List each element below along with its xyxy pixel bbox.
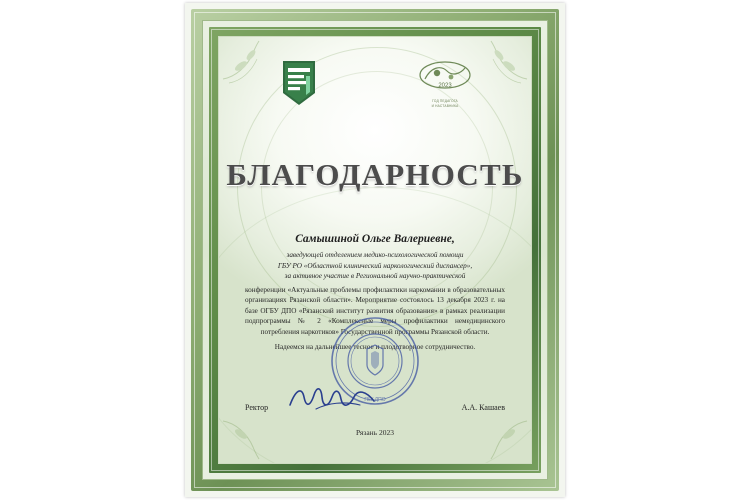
- year-of-teacher-emblem: [411, 59, 479, 108]
- recipient-position: заведующей отделением медико-психологической помощи: [286, 251, 464, 259]
- riro-logo-icon: [279, 59, 319, 107]
- handwritten-signature-icon: [286, 383, 382, 413]
- recipient-name: Самышиной Ольге Валериевне,: [295, 233, 455, 245]
- event-description: конференции «Актуальные проблемы профилактики наркомании в образовательных организациях Рязанской области». Мероприятие состоялось 13 декабря 2023 г. на базе ОГБУ ДПО «Рязанский институт развития образования» в рамках реализации подпрограммы № 2 «Комплексные меры профилактики немедицинского потребления наркотиков» Государственной программы Рязанской области.: [245, 285, 505, 336]
- svg-text:2023: 2023: [438, 83, 452, 89]
- certificate-paper: [218, 36, 532, 464]
- svg-text:ГБУ ДПО: ГБУ ДПО: [364, 397, 386, 403]
- year-of-teacher-emblem-icon: [411, 59, 479, 93]
- place-and-date: Рязань 2023: [356, 428, 394, 437]
- emblem-caption-line-1: ГОД ПЕДАГОГА: [432, 99, 458, 103]
- signature-area: [268, 383, 462, 413]
- closing-statement: Надеемся на дальнейшее тесное и плодотворное сотрудничество.: [274, 343, 476, 351]
- signature-role: Ректор: [245, 403, 269, 412]
- certificate-document: [185, 3, 565, 497]
- corner-ornament-icon: [221, 39, 281, 99]
- signature-row: [245, 383, 505, 413]
- emblem-caption-line-2: И НАСТАВНИКА: [431, 104, 459, 108]
- award-reason: за активное участие в Региональной научно-практической: [284, 272, 466, 280]
- signatory-name: А.А. Кашаев: [461, 403, 505, 412]
- recipient-organization: ГБУ РО «Областной клинический наркологический диспансер»,: [277, 261, 473, 270]
- certificate-title: БЛАГОДАРНОСТЬ: [226, 157, 524, 192]
